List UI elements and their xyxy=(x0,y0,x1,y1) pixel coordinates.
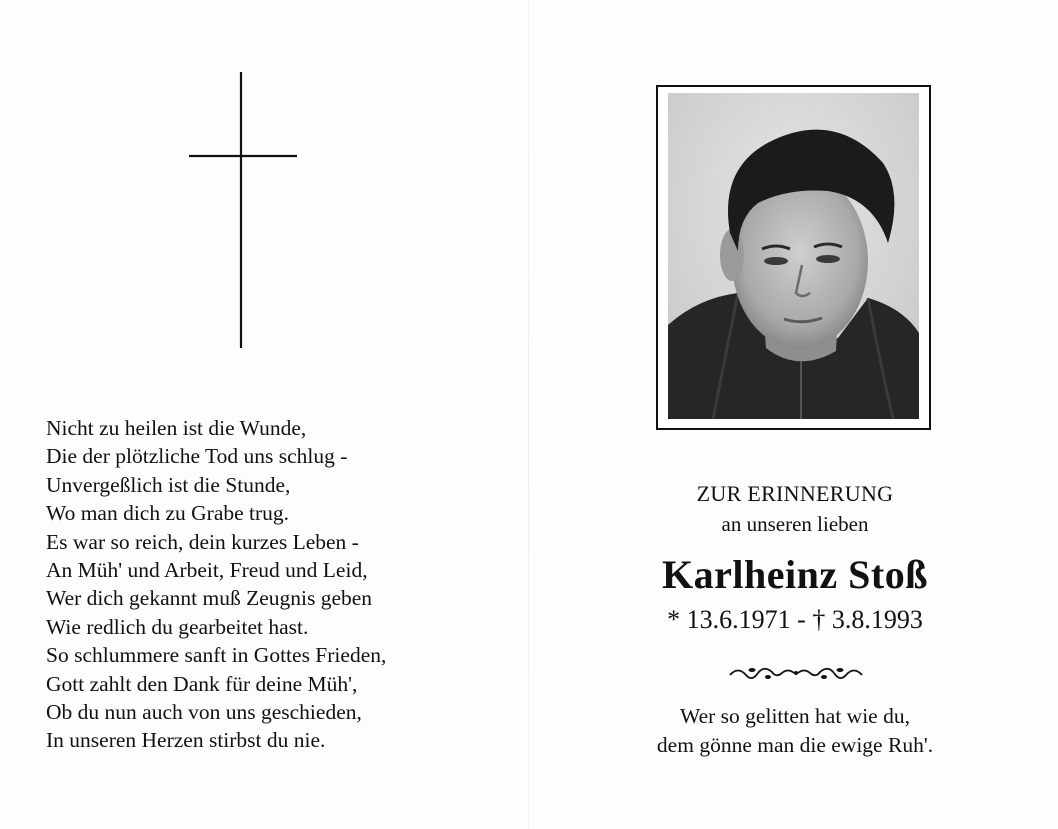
verse-line: dem gönne man die ewige Ruh'. xyxy=(656,733,934,757)
verse-line: Wer so gelitten hat wie du, xyxy=(680,704,910,728)
flourish-ornament-icon xyxy=(728,660,864,686)
poem-line: An Müh' und Arbeit, Freud und Leid, xyxy=(46,558,368,583)
deceased-name: Karlheinz Stoß xyxy=(662,552,928,597)
poem-line: In unseren Herzen stirbst du nie. xyxy=(46,728,326,753)
memorial-intro: an unseren lieben xyxy=(721,512,869,536)
poem-line: Ob du nun auch von uns geschieden, xyxy=(46,700,362,725)
card-fold xyxy=(528,0,529,829)
poem-line: Es war so reich, dein kurzes Leben - xyxy=(46,529,359,554)
memorial-heading: ZUR ERINNERUNG xyxy=(696,481,894,506)
poem-line: So schlummere sanft in Gottes Frieden, xyxy=(46,643,387,668)
poem-line: Wer dich gekannt muß Zeugnis geben xyxy=(46,586,373,611)
cross-icon xyxy=(189,72,299,348)
poem-line: Wo man dich zu Grabe trug. xyxy=(46,501,290,526)
photo-frame xyxy=(656,85,931,430)
poem xyxy=(46,414,386,755)
life-dates: * 13.6.1971 - † 3.8.1993 xyxy=(667,605,923,634)
poem-line: Die der plötzliche Tod uns schlug - xyxy=(46,444,348,469)
closing-verse xyxy=(590,702,1000,760)
poem-line: Wie redlich du gearbeitet hast. xyxy=(46,614,309,639)
poem-line: Nicht zu heilen ist die Wunde, xyxy=(46,416,307,440)
poem-line: Unvergeßlich ist die Stunde, xyxy=(46,472,291,497)
poem-line: Gott zahlt den Dank für deine Müh', xyxy=(46,671,358,696)
portrait-photo xyxy=(668,93,919,419)
